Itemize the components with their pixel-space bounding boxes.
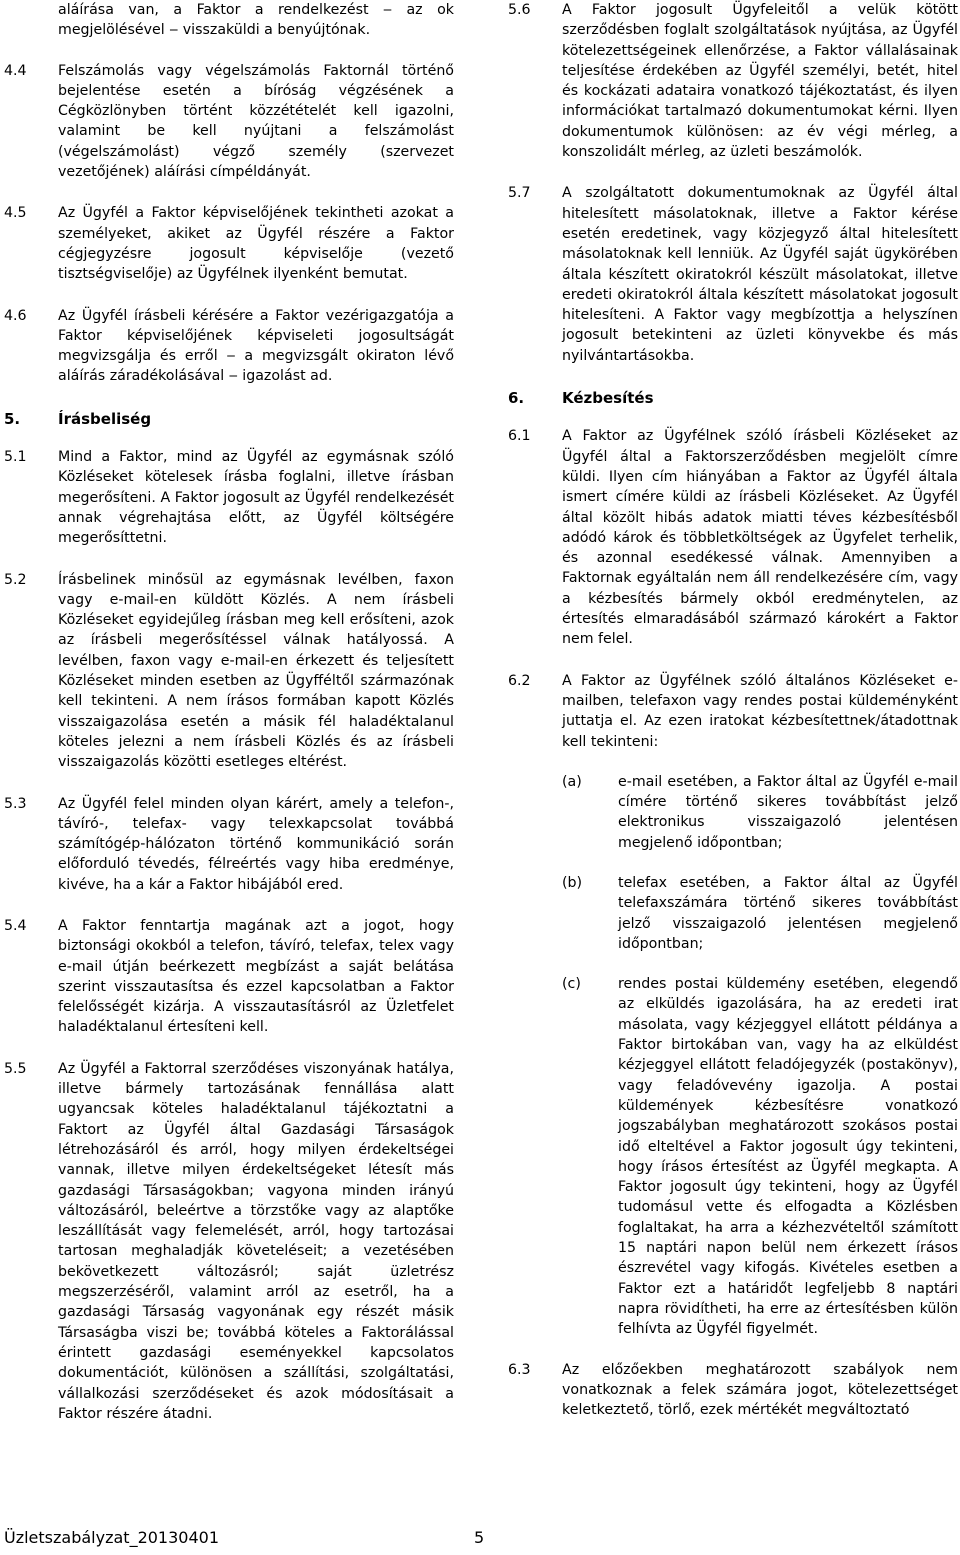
clause-5-7	[508, 183, 958, 366]
clause-text: Az Ügyfél a Faktor képviselőjének tekintheti azokat a személyeket, akiket az Ügyfél részére a Faktor cégjegyzésre jogosult képviselője (vezető tisztségviselője) az Ügyfélnek ilyenként bemutat.	[58, 205, 454, 283]
left-column	[4, 0, 454, 1424]
clause-text: Az Ügyfél írásbeli kérésére a Faktor vezérigazgatója a Faktor képviselőjének képviseleti jogosultságát megvizsgálja és erről ‒ a megvizsgált okiraton lévő aláírás záradékolásával ‒ igazolást ad.	[58, 307, 454, 385]
subitem-text: e-mail esetében, a Faktor által az Ügyfél e-mail címére történő sikeres továbbítást jelző elektronikus visszaigazoló jelentésen megjelenő időpontban;	[618, 773, 958, 851]
clause-number: 5.2	[4, 571, 27, 588]
clause-4-3-continuation: aláírása van, a Faktor a rendelkezést ‒ az ok megjelölésével ‒ visszaküldi a benyújtónak.	[58, 2, 454, 39]
clause-text: A Faktor az Ügyfélnek szóló általános Közléseket e-mailben, telefaxon vagy rendes postai küldeményként juttatja el. Az ezen iratokat kézbesítettnek/átadottnak kell tekinteni:	[562, 672, 958, 750]
clause-6-3	[508, 1360, 958, 1421]
subitem-text: rendes postai küldemény esetében, elegendő az elküldés igazolására, ha az eredeti irat másolata, vagy kézjeggyel ellátott példánya a Faktor birtokában van, vagy ha az elküldést kézjeggyel ellátott feladójegyzék (postakönyv), vagy feladóvevény igazolja. A postai küldemények kézbesítésre vonatkozó jogszabályban meghatározott szokásos postai idő elteltével a Faktor jogosult úgy tekinteni, hogy írásos értesítést az Ügyfél megkapta. A Faktor jogosult úgy tekinteni, hogy az Ügyfél tudomásul vette és elfogadta a Közlésben foglaltakat, ha arra a kézhezvételtől számított 15 naptári napon belül nem érkezett írásos észrevétel vagy kifogás. Kivételes esetben a Faktor ezt a határidőt legfeljebb 8 naptári napra rövidítheti, ha erre az értesítésben külön felhívta az Ügyfél figyelmét.	[618, 976, 958, 1338]
section-number: 5.	[4, 409, 21, 428]
clause-text: A Faktor az Ügyfélnek szóló írásbeli Közléseket az Ügyfél által a Faktorszerződésben megjelölt címre küldi. Ilyen cím hiányában a Faktor az Ügyfél általa ismert címére küldi az írásbeli Közléseket. Az Ügyfél által közölt hibás adatok miatti téves kézbesítésből adódó károk és többletköltségek az Ügyfelet terhelik, és azonnal esedékessé válnak. Amennyiben a Faktornak egyáltalán nem áll rendelkezésére cím, vagy a kézbesítés bármely okból eredménytelen, az értesítés elmaradásából származó károkért a Faktor nem felel.	[562, 428, 958, 648]
footer-page-number: 5	[474, 1528, 485, 1547]
clause-text: Az előzőekben meghatározott szabályok nem vonatkoznak a felek számára jogot, kötelezettséget keletkeztető, törlő, ezek mértékét megváltoztató	[562, 1361, 958, 1419]
clause-number: 5.4	[4, 917, 27, 934]
section-6-heading	[508, 388, 958, 408]
clause-5-6	[508, 0, 958, 162]
clause-number: 5.5	[4, 1060, 27, 1077]
subitem-a	[562, 772, 958, 853]
clause-number: 5.3	[4, 795, 27, 812]
clause-5-1	[4, 447, 454, 548]
clause-text: A Faktor fenntartja magának azt a jogot, hogy biztonsági okokból a telefon, távíró, telefax, telex vagy e-mail útján beérkezett megbízást a saját belátása szerint visszautasítsa és ezzel kapcsolatban a Faktor felelősségét kizárja. A visszautasításról az Üzletfelet haladéktalanul értesíteni kell.	[58, 917, 454, 1036]
right-column	[508, 0, 958, 1420]
clause-5-3	[4, 794, 454, 895]
clause-number: 4.4	[4, 62, 27, 79]
subitem-label: (c)	[562, 976, 581, 993]
clause-text: Felszámolás vagy végelszámolás Faktornál történő bejelentése esetén a bíróság végzésének a Cégközlönyben történt közzétételét kell igazolni, valamint be kell nyújtani a felszámolást (végelszámolást) végző személy (szervezet vezetőjének) aláírási címpéldányát.	[58, 62, 454, 181]
clause-number: 6.1	[508, 428, 531, 445]
clause-number: 5.7	[508, 185, 531, 202]
clause-number: 5.6	[508, 2, 531, 18]
section-title: Írásbeliség	[58, 409, 152, 428]
subitem-c	[562, 974, 958, 1339]
clause-4-6	[4, 306, 454, 387]
section-5-heading	[4, 409, 454, 429]
clause-number: 5.1	[4, 449, 27, 466]
clause-6-2	[508, 671, 958, 752]
subitem-b	[562, 873, 958, 954]
clause-5-5	[4, 1059, 454, 1424]
clause-number: 6.3	[508, 1361, 531, 1378]
clause-text: A Faktor jogosult Ügyfeleitől a velük kötött szerződésben foglalt szolgáltatások nyújtása, az Ügyfél kötelezettségeinek ellenőrzése, a Faktor vállalásainak teljesítése érdekében az Ügyfél személyi, betét, hitel és kockázati adataira vonatkozó tájékoztatást, és ilyen információkat tartalmazó dokumentumokat kérni. Ilyen dokumentumok különösen: az év végi mérleg, a konszolidált mérleg, az üzleti beszámolók.	[562, 2, 958, 161]
clause-text: Az Ügyfél felel minden olyan kárért, amely a telefon-, távíró-, telefax- vagy telexkapcsolat továbbá számítógép-hálózaton történő kommunikáció során előforduló tévedés, félreértés vagy hiba eredménye, kivéve, ha a kár a Faktor hibájából ered.	[58, 795, 454, 893]
subitem-text: telefax esetében, a Faktor által az Ügyfél telefaxszámára történő sikeres továbbítást jelző visszaigazoló jelentésen megjelenő időpontban;	[618, 874, 958, 952]
clause-4-5	[4, 203, 454, 284]
clause-number: 4.5	[4, 205, 27, 222]
clause-number: 4.6	[4, 307, 27, 324]
clause-6-1	[508, 426, 958, 649]
clause-5-4	[4, 916, 454, 1038]
section-title: Kézbesítés	[562, 389, 654, 408]
section-number: 6.	[508, 389, 525, 408]
clause-text: Mind a Faktor, mind az Ügyfél az egymásnak szóló Közléseket kötelesek írásba foglalni, illetve írásban megerősíteni. A Faktor jogosult az Ügyfél rendelkezését annak végrehajtása előtt, az Ügyfél költségére megerősíttetni.	[58, 449, 454, 547]
clause-text: Az Ügyfél a Faktorral szerződéses viszonyának hatálya, illetve bármely tartozásának fennállása alatt ugyancsak köteles haladéktalanul tájékoztatni a Faktort az Ügyfél által Gazdasági Társaságok létrehozásáról és arról, hogy milyen érdekeltségei vannak, illetve milyen érdekeltségeket létesít más gazdasági Társaságokban; vagyona minden irányú változásáról, beleértve a törzstőke vagy az alaptőke leszállítását vagy felemelését, arról, hogy tartozásai tartosan meghaladják követeléseit; a vezetésében bekövetkezett változásról; saját üzletrész megszerzéséről, valamint arról az esetről, ha a gazdasági Társaság vagyonának egy részét másik Társaságba viszi be; továbbá köteles a Faktorálással érintett gazdasági eseményekkel kapcsolatos dokumentációt, különösen a szállítási, szolgáltatási, vállalkozási szerződéseket és azok módosításait a Faktor részére átadni.	[58, 1060, 454, 1422]
subitem-label: (a)	[562, 773, 582, 790]
subitem-label: (b)	[562, 874, 583, 891]
footer-document-name: Üzletszabályzat_20130401	[4, 1528, 219, 1547]
clause-4-4	[4, 61, 454, 183]
clause-text: Írásbelinek minősül az egymásnak levélben, faxon vagy e-mail-en küldött Közlés. A nem írásbeli Közléseket egyidejűleg írásban meg kell erősíteni, azok az írásbeli megerősítéssel válnak hatályossá. A levélben, faxon vagy e-mail-en érkezett és teljesített Közléseket minden esetben az Ügyfféltől származónak kell tekinteni. A nem írásos formában kapott Közlés visszaigazolása esetén a másik fél haladéktalanul köteles jelezni a nem írásbeli Közlés és az írásbeli visszaigazolás közötti esetleges eltérést.	[58, 571, 454, 771]
delivery-subitems	[508, 772, 958, 1340]
clause-5-2	[4, 570, 454, 773]
clause-text: A szolgáltatott dokumentumoknak az Ügyfél által hitelesített másolatoknak, illetve a Faktor kérése esetén eredetinek, vagy közjegyző által hitelesített másolatoknak kell lenniük. Az Ügyfél saját ügykörében általa készített okiratokról készült másolatokat, illetve eredeti okiratokról általa készített másolatokat jogosult hitelesíteni. A Faktor vagy megbízottja a helyszínen jogosult betekinteni az üzleti könyvekbe és más nyilvántartásokba.	[562, 185, 958, 364]
clause-number: 6.2	[508, 672, 531, 689]
